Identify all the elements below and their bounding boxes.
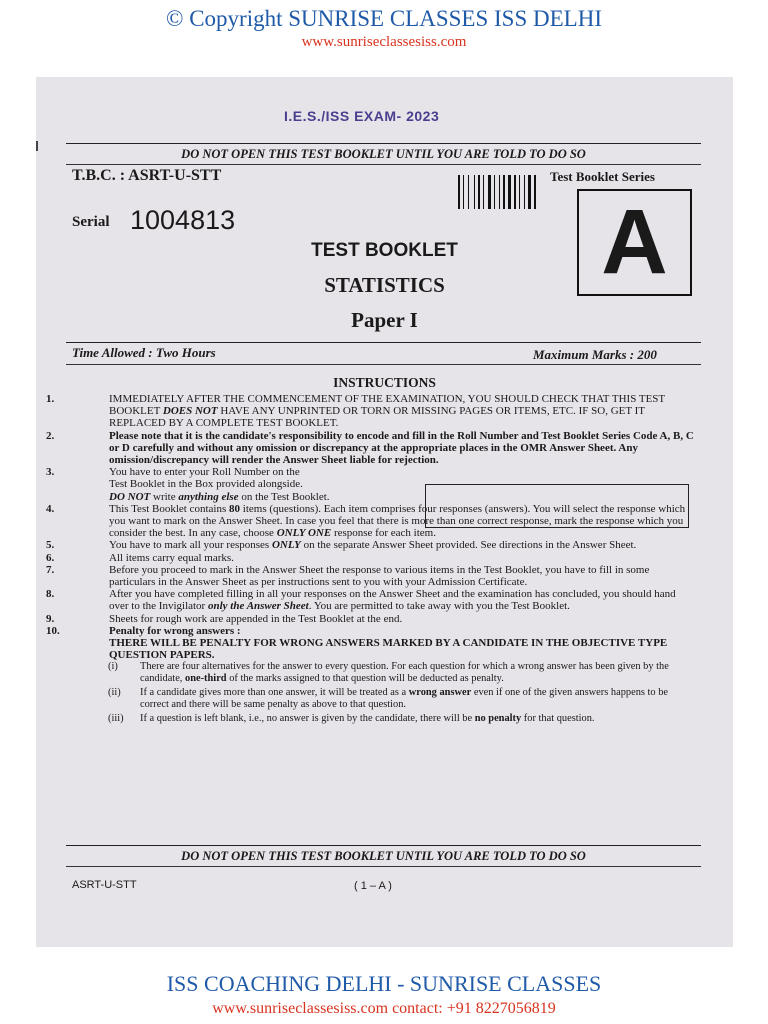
penalty-item-iii	[44, 713, 696, 725]
text-run: items (questions). Each item comprises four responses (answers). You will select the response which you want to mark on the Answer Sheet. In case you feel that there is more than one correct response, mark the response which you consider the best. In any case, choose	[109, 502, 686, 540]
maximum-marks: Maximum Marks : 200	[533, 347, 657, 362]
bottom-rule-lower	[66, 866, 701, 867]
penalty-number: (ii)	[108, 687, 121, 699]
emphasis-run: 80	[229, 502, 241, 515]
instruction-number: 3.	[46, 466, 55, 479]
text-run: write	[150, 490, 179, 503]
emphasis-run: only the Answer Sheet	[207, 600, 309, 613]
instruction-text: All items carry equal marks.	[109, 551, 234, 564]
emphasis-run: no penalty	[474, 713, 522, 725]
penalty-text	[140, 661, 696, 684]
instruction-item-8	[44, 588, 696, 612]
instruction-number: 2.	[46, 429, 55, 442]
instruction-number: 6.	[46, 551, 55, 564]
footer-website-url: www.sunriseclassesiss.com	[212, 1000, 389, 1017]
paper-title: Paper I	[351, 308, 418, 332]
text-run: response for each item.	[331, 527, 436, 540]
instruction-text: Sheets for rough work are appended in the Test Booklet at the end.	[109, 612, 403, 625]
instruction-number: 5.	[46, 539, 55, 552]
instruction-item-1	[44, 393, 696, 430]
subject-title: STATISTICS	[324, 273, 445, 297]
emphasis-run: one-third	[185, 672, 227, 684]
serial-label: Serial	[72, 214, 110, 230]
emphasis-run: DOES NOT	[162, 405, 218, 418]
page-number: ( 1 – A )	[354, 880, 392, 892]
top-rule-lower	[66, 164, 701, 165]
text-run: . You are permitted to take away with you the Test Booklet.	[308, 600, 570, 613]
instruction-text	[109, 466, 696, 503]
serial-number: 1004813	[130, 205, 236, 235]
top-warning-banner: DO NOT OPEN THIS TEST BOOKLET UNTIL YOU ARE TOLD TO DO SO	[181, 147, 586, 161]
instruction-text	[109, 393, 696, 430]
instruction-text: Please note that it is the candidate's responsibility to encode and fill in the Roll Number and Test Booklet Series Code A, B, C or D carefully and without any omission or discrepancy at the appropriate places in the OMR Answer Sheet. Any omission/discrepancy will render the Answer Sheet liable for rejection.	[109, 429, 694, 467]
instruction-item-5	[44, 539, 696, 551]
top-rule	[66, 143, 701, 144]
instruction-number: 7.	[46, 563, 55, 576]
text-run: for that question.	[521, 713, 595, 725]
penalty-text	[140, 713, 696, 725]
instruction-text	[109, 625, 696, 662]
instruction-item-4	[44, 503, 696, 540]
barcode-image	[456, 175, 554, 209]
emphasis-run: DO NOT	[109, 490, 151, 503]
instruction-number: 10.	[46, 624, 60, 637]
bottom-warning-banner: DO NOT OPEN THIS TEST BOOKLET UNTIL YOU ARE TOLD TO DO SO	[181, 849, 586, 863]
text-run: on the separate Answer Sheet provided. See directions in the Answer Sheet.	[300, 539, 637, 552]
header-website-url: www.sunriseclassesiss.com	[301, 34, 467, 50]
text-run: of the marks assigned to that question will be deducted as penalty.	[226, 672, 504, 684]
footer-contact: contact: +91 8227056819	[392, 1000, 556, 1017]
text-line: Test Booklet in the Box provided alongside.	[109, 478, 303, 491]
instruction-text	[109, 539, 696, 551]
penalty-text	[140, 687, 696, 710]
penalty-item-ii	[44, 687, 696, 710]
text-run: If a candidate gives more than one answer, it will be treated as a	[140, 687, 409, 699]
penalty-heading: Penalty for wrong answers :	[109, 624, 241, 637]
footer-title: ISS COACHING DELHI - SUNRISE CLASSES	[166, 971, 602, 996]
footer-contact-line	[0, 1000, 768, 1018]
emphasis-run: ONLY	[271, 539, 301, 552]
text-run: HAVE ANY UNPRINTED OR TORN OR MISSING PAGES OR ITEMS, ETC. IF SO, GET IT REPLACED BY A COMPLETE TEST BOOKLET.	[109, 405, 645, 430]
scan-edge-mark	[36, 141, 38, 151]
emphasis-run: wrong answer	[408, 687, 472, 699]
copyright-header: © Copyright SUNRISE CLASSES ISS DELHI	[165, 6, 602, 31]
booklet-title: TEST BOOKLET	[311, 240, 458, 261]
text-run: There are four alternatives for the answer to every question. For each question for which a wrong answer has been given by the candidate,	[140, 661, 669, 684]
instruction-number: 4.	[46, 502, 55, 515]
text-run: If a question is left blank, i.e., no answer is given by the candidate, there will be	[140, 713, 475, 725]
instruction-number: 8.	[46, 588, 55, 601]
booklet-code-tbc: T.B.C. : ASRT-U-STT	[72, 167, 222, 184]
instruction-item-6	[44, 552, 696, 564]
instruction-number: 9.	[46, 612, 55, 625]
text-run: You have to mark all your responses	[109, 539, 272, 552]
instruction-text	[109, 588, 696, 612]
instruction-item-3	[44, 466, 696, 503]
time-allowed: Time Allowed : Two Hours	[72, 345, 216, 360]
instruction-number: 1.	[46, 393, 55, 405]
bottom-rule	[66, 845, 701, 846]
text-run: This Test Booklet contains	[109, 502, 230, 515]
penalty-warning: THERE WILL BE PENALTY FOR WRONG ANSWERS MARKED BY A CANDIDATE IN THE OBJECTIVE TYPE QUESTION PAPERS.	[109, 637, 668, 662]
instructions-heading: INSTRUCTIONS	[333, 375, 436, 390]
text-run: even if one of the given answers happens to be correct and there will be same penalty as above to that question.	[140, 687, 669, 710]
series-letter: A	[601, 191, 668, 293]
emphasis-run: ONLY ONE	[276, 527, 332, 540]
instruction-item-10	[44, 625, 696, 662]
text-line: You have to enter your Roll Number on the	[109, 466, 300, 479]
time-rule-top	[66, 342, 701, 343]
text-run: After you have completed filling in all your responses on the Answer Sheet and the examination has concluded, you should hand over to the Invigilator	[109, 588, 676, 613]
penalty-number: (iii)	[108, 713, 124, 725]
emphasis-run: anything else	[178, 490, 239, 503]
text-run: on the Test Booklet.	[238, 490, 330, 503]
test-booklet-series-label: Test Booklet Series	[550, 169, 655, 184]
instruction-text	[109, 503, 696, 540]
instruction-item-9	[44, 613, 696, 625]
text-line	[109, 491, 696, 503]
instruction-item-7	[44, 564, 696, 588]
booklet-code-footer: ASRT-U-STT	[72, 879, 137, 891]
time-rule-bottom	[66, 364, 701, 365]
instruction-text: Before you proceed to mark in the Answer Sheet the response to various items in the Test Booklet, you have to fill in some particulars in the Answer Sheet as per instructions sent to you with your Admission Certificate.	[109, 563, 650, 589]
penalty-number: (i)	[108, 661, 118, 673]
instructions-list	[44, 393, 696, 725]
penalty-item-i	[44, 661, 696, 684]
text-run: IMMEDIATELY AFTER THE COMMENCEMENT OF THE EXAMINATION, YOU SHOULD CHECK THAT THIS TEST BOOKLET	[109, 393, 665, 418]
scanned-test-booklet-cover	[36, 77, 733, 947]
exam-stamp: I.E.S./ISS EXAM- 2023	[284, 108, 440, 124]
instruction-item-2	[44, 430, 696, 467]
